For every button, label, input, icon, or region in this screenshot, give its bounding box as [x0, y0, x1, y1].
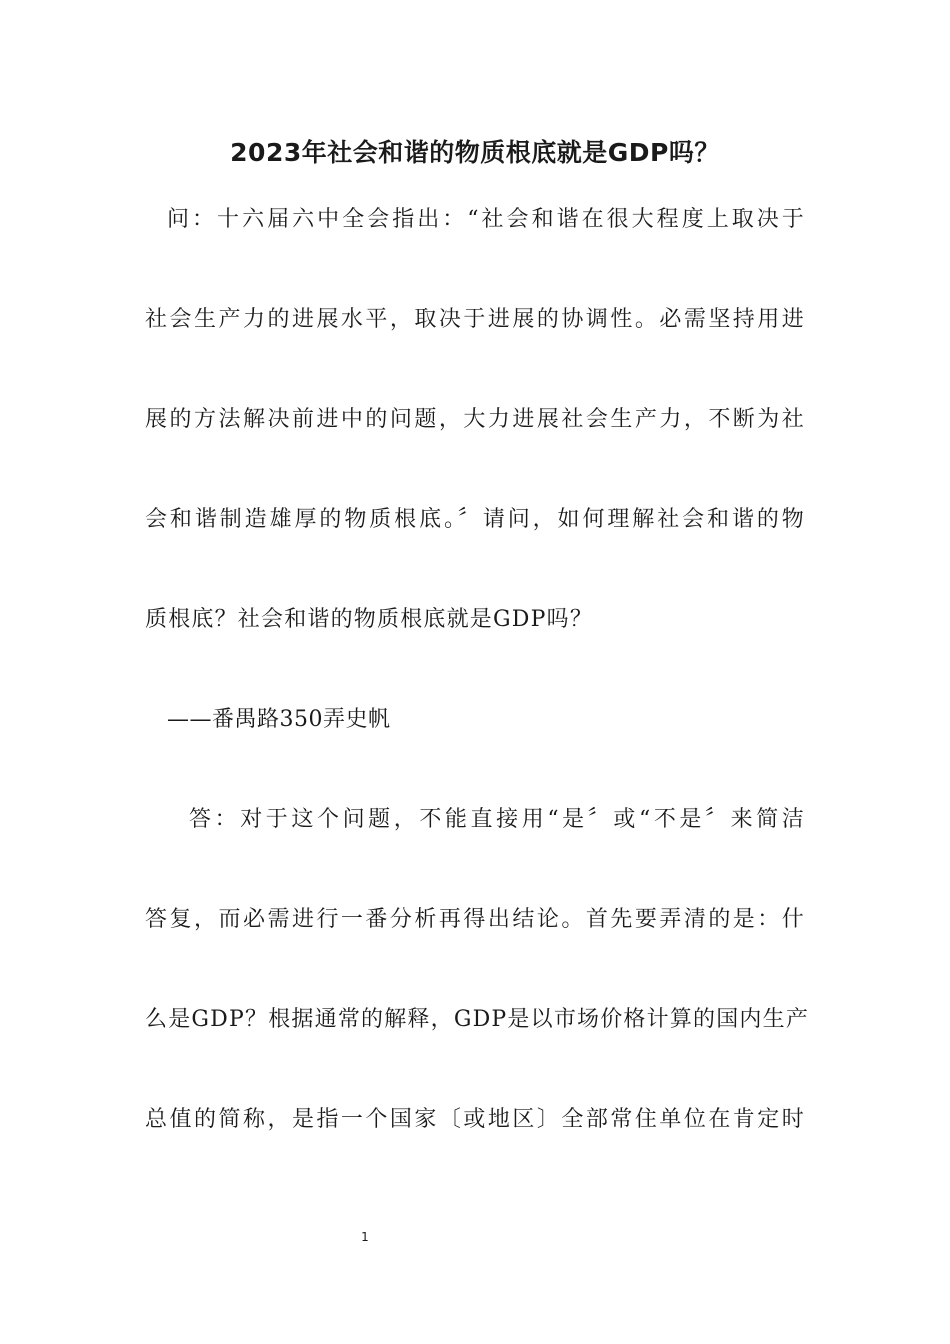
paragraph-line: 答：对于这个问题，不能直接用“是〞或“不是〞来简洁: [189, 807, 805, 832]
paragraph-line: 质根底？社会和谐的物质根底就是GDP吗？: [145, 607, 594, 632]
paragraph-line: 会和谐制造雄厚的物质根底。〞请问，如何理解社会和谐的物: [145, 507, 805, 532]
document-title: 2023年社会和谐的物质根底就是GDP吗？: [230, 138, 720, 167]
signature-line: ——番禺路350弄史帆: [167, 707, 391, 732]
paragraph-line: 么是GDP？根据通常的解释，GDP是以市场价格计算的国内生产: [145, 1007, 810, 1032]
paragraph-line: 展的方法解决前进中的问题，大力进展社会生产力，不断为社: [145, 407, 805, 432]
paragraph-line: 问：十六届六中全会指出：“社会和谐在很大程度上取决于: [167, 207, 805, 232]
paragraph-line: 答复，而必需进行一番分析再得出结论。首先要弄清的是：什: [145, 907, 805, 932]
page-number: 1: [361, 1230, 369, 1244]
paragraph-line: 总值的简称，是指一个国家〔或地区〕全部常住单位在肯定时: [145, 1107, 805, 1132]
paragraph-line: 社会生产力的进展水平，取决于进展的协调性。必需坚持用进: [145, 307, 805, 332]
